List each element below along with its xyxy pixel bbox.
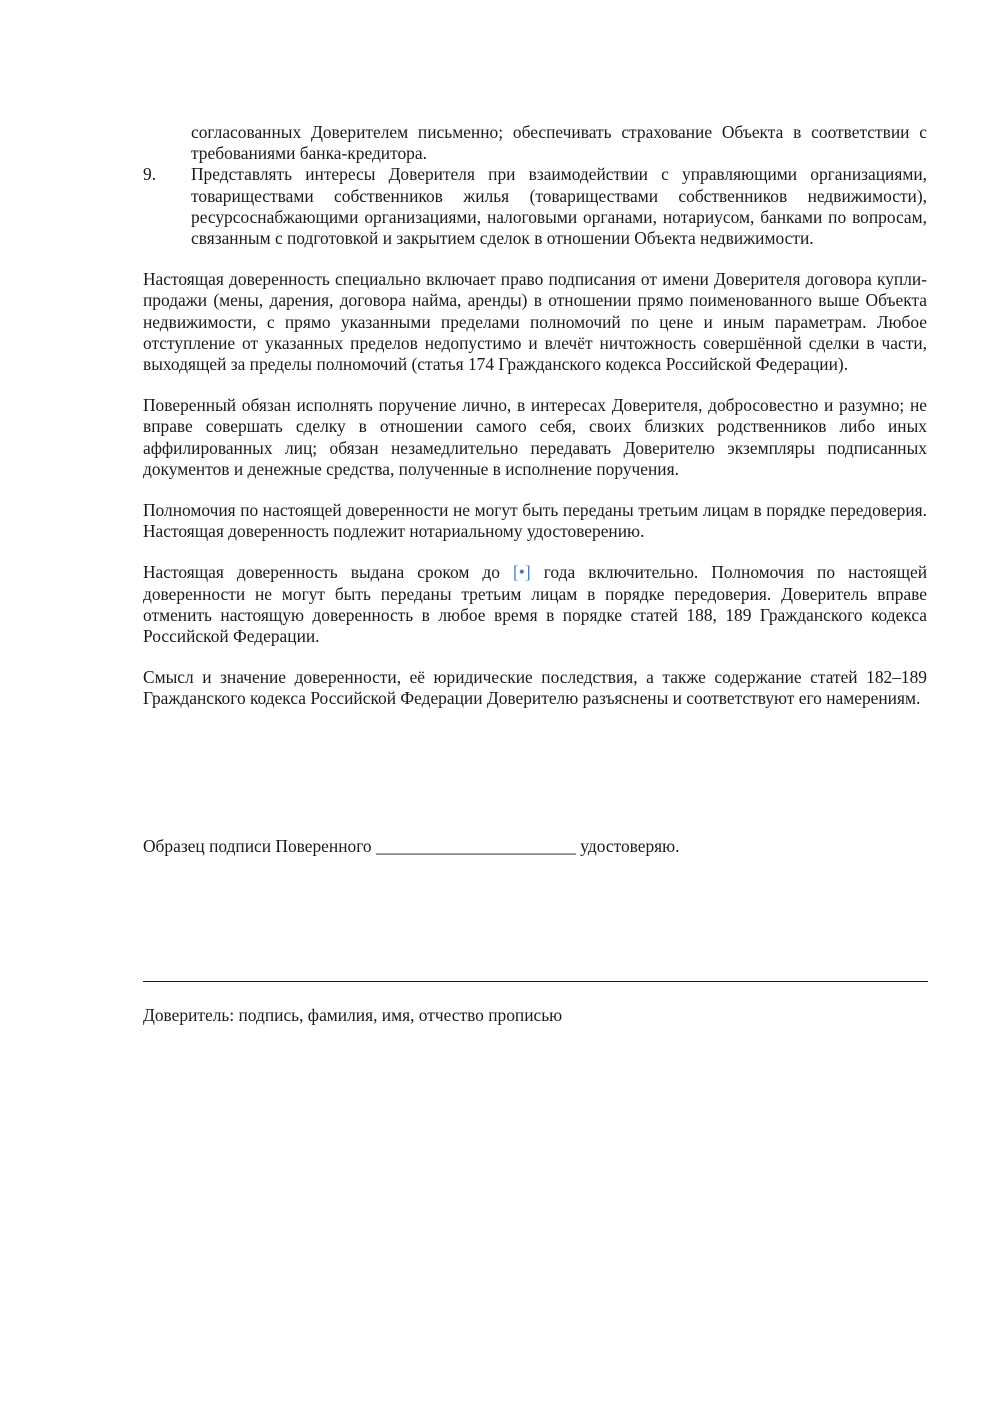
signature-line	[143, 981, 928, 982]
signature-sample-line: Образец подписи Поверенного _______________________ удостоверяю.	[143, 836, 680, 856]
paragraph-explanation: Смысл и значение доверенности, её юридические последствия, а также содержание статей 182–189 Гражданского кодекса Российской Федерации Доверителю разъяснены и соответствуют его намерениям.	[143, 667, 927, 709]
paragraph-attorney-obligations: Поверенный обязан исполнять поручение лично, в интересах Доверителя, добросовестно и разумно; не вправе совершать сделку в отношении самого себя, своих близких родственников либо иных аффилированных лиц; обязан незамедлительно передавать Доверителю экземпляры подписанных документов и денежные средства, полученные в исполнение поручения.	[143, 395, 927, 479]
date-placeholder: [•]	[513, 562, 531, 583]
validity-text-end: года включительно. Полномочия по настоящей доверенности не могут быть переданы третьим лицам в порядке передоверия. Доверитель вправе отменить настоящую доверенность в любое время в порядке статей 188, 189 Гражданского кодекса Российской Федерации.	[143, 562, 927, 647]
paragraph-contract-signing-right: Настоящая доверенность специально включает право подписания от имени Доверителя договора купли-продажи (мены, дарения, договора найма, аренды) в отношении прямо поименованного выше Объекта недвижимости, с прямо указанными пределами полномочий по цене и иным параметрам. Любое отступление от указанных пределов недопустимо и влечёт ничтожность совершённой сделки в части, выходящей за пределы полномочий (статья 174 Гражданского кодекса Российской Федерации).	[143, 269, 927, 375]
paragraph-no-subdelegation: Полномочия по настоящей доверенности не могут быть переданы третьим лицам в порядке передоверия. Настоящая доверенность подлежит нотариальному удостоверению.	[143, 500, 927, 542]
list-item-number: 9.	[143, 164, 157, 185]
list-item-9	[143, 164, 927, 249]
validity-text-start: Настоящая доверенность выдана сроком до	[143, 562, 513, 583]
list-item-text: Представлять интересы Доверителя при взаимодействии с управляющими организациями, товариществами собственников жилья (товариществами собственников недвижимости), ресурсоснабжающими организациями, налоговыми органами, нотариусом, банками по вопросам, связанным с подготовкой и закрытием сделок в отношении Объекта недвижимости.	[191, 164, 927, 249]
paragraph-validity-term	[143, 562, 927, 647]
document-body	[143, 122, 927, 710]
continuation-text: согласованных Доверителем письменно; обеспечивать страхование Объекта в соответствии с требованиями банка-кредитора.	[191, 122, 927, 164]
signature-caption: Доверитель: подпись, фамилия, имя, отчество прописью	[143, 1005, 563, 1025]
